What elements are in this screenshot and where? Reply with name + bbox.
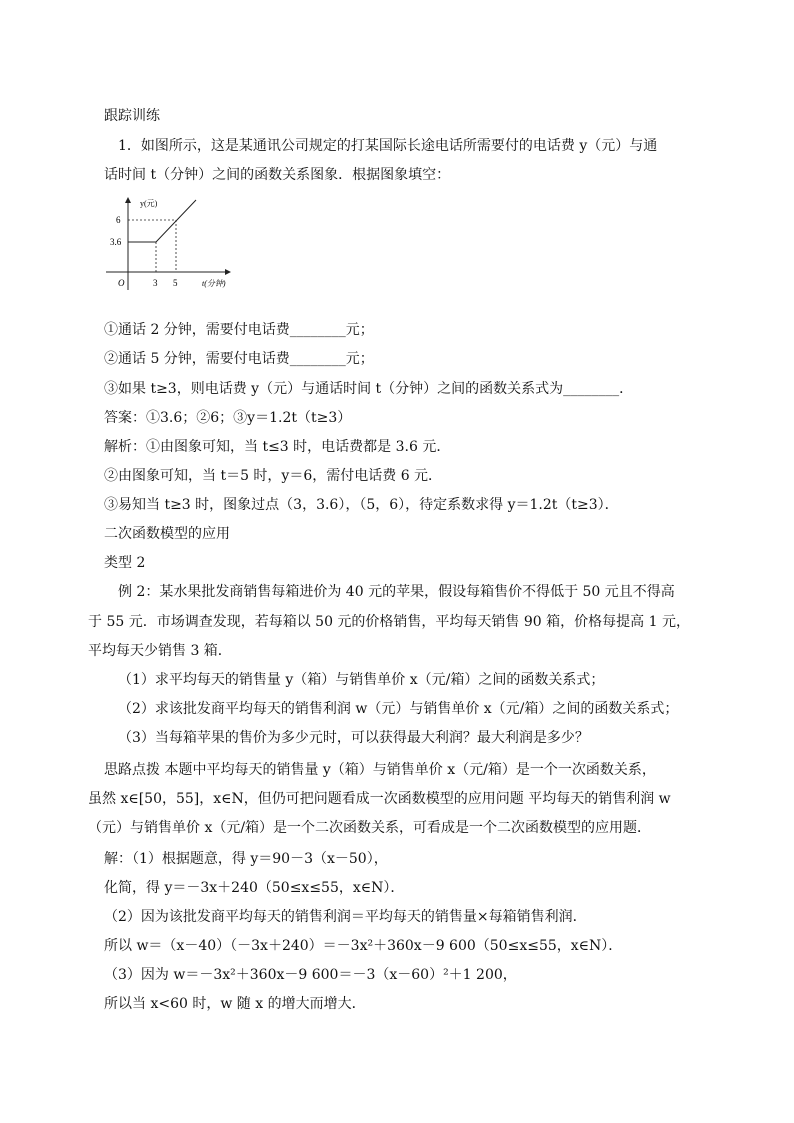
type-label: 类型 2 xyxy=(104,555,146,571)
section-title: 二次函数模型的应用 xyxy=(104,526,230,542)
hint-line-2: 虽然 x∈[50，55]，x∈N，但仍可把问题看成一次函数模型的应用问题 平均每天的销售利润 w xyxy=(88,791,671,807)
y-tick-3-6: 3.6 xyxy=(110,237,122,247)
solution-step-6: 所以当 x<60 时，w 随 x 的增大而增大． xyxy=(104,996,366,1012)
x-tick-5: 5 xyxy=(173,278,178,288)
question-1-line-1: 1．如图所示，这是某通讯公司规定的打某国际长途电话所需要付的电话费 y（元）与通 xyxy=(118,138,658,154)
analysis-1: 解析：①由图象可知，当 t≤3 时，电话费都是 3.6 元． xyxy=(104,439,451,455)
hint-line-3: （元）与销售单价 x（元/箱）是一个二次函数关系，可看成是一个二次函数模型的应用题． xyxy=(88,820,652,836)
question-1-part-a: ①通话 2 分钟，需要付电话费________元； xyxy=(104,322,374,338)
solution-step-2: 化简，得 y＝－3x＋240（50≤x≤55，x∈N）． xyxy=(104,880,405,896)
question-1-part-c: ③如果 t≥3，则电话费 y（元）与通话时间 t（分钟）之间的函数关系式为________． xyxy=(104,381,634,397)
heading: 跟踪训练 xyxy=(104,108,160,124)
question-1-line-2: 话时间 t（分钟）之间的函数关系图象．根据图象填空： xyxy=(104,167,451,183)
analysis-3: ③易知当 t≥3 时，图象过点（3，3.6），（5，6），待定系数求得 y＝1.2t（t≥3）． xyxy=(104,497,619,513)
x-tick-3: 3 xyxy=(153,278,158,288)
solution-step-1: 解：（1）根据题意，得 y＝90－3（x－50）， xyxy=(104,851,388,867)
example-question-1: （1）求平均每天的销售量 y（箱）与销售单价 x（元/箱）之间的函数关系式； xyxy=(118,672,605,688)
example-line-1: 例 2：某水果批发商销售每箱进价为 40 元的苹果，假设每箱售价不得低于 50 元且不得高 xyxy=(118,584,675,600)
origin-label: O xyxy=(118,278,125,288)
example-line-3: 平均每天少销售 3 箱． xyxy=(88,643,232,659)
example-question-2: （2）求该批发商平均每天的销售利润 w（元）与销售单价 x（元/箱）之间的函数关系式； xyxy=(118,701,679,717)
y-tick-6: 6 xyxy=(116,215,121,225)
y-axis-label: y(元) xyxy=(140,199,158,208)
hint-line-1: 思路点拨 本题中平均每天的销售量 y（箱）与销售单价 x（元/箱）是一个一次函数关系， xyxy=(104,762,656,778)
analysis-2: ②由图象可知，当 t＝5 时，y＝6，需付电话费 6 元． xyxy=(104,468,443,484)
example-question-3: （3）当每箱苹果的售价为多少元时，可以获得最大利润？最大利润是多少？ xyxy=(118,730,589,746)
graph-line xyxy=(128,200,196,242)
question-1-part-b: ②通话 5 分钟，需要付电话费________元； xyxy=(104,351,374,367)
solution-step-4: 所以 w＝（x－40）（－3x＋240）＝－3x²＋360x－9 600（50≤x≤55，x∈N）． xyxy=(104,938,623,954)
solution-step-5: （3）因为 w＝－3x²＋360x－9 600＝－3（x－60）²＋1 200， xyxy=(104,967,517,983)
function-graph xyxy=(106,194,266,298)
example-line-2: 于 55 元．市场调查发现，若每箱以 50 元的价格销售，平均每天销售 90 箱，价格每提高 1 元， xyxy=(88,614,690,630)
answer: 答案：①3.6；②6；③y＝1.2t（t≥3） xyxy=(104,410,352,426)
x-axis-label: t(分钟) xyxy=(202,279,226,288)
solution-step-3: （2）因为该批发商平均每天的销售利润＝平均每天的销售量×每箱销售利润． xyxy=(104,909,587,925)
graph-svg xyxy=(106,194,266,294)
